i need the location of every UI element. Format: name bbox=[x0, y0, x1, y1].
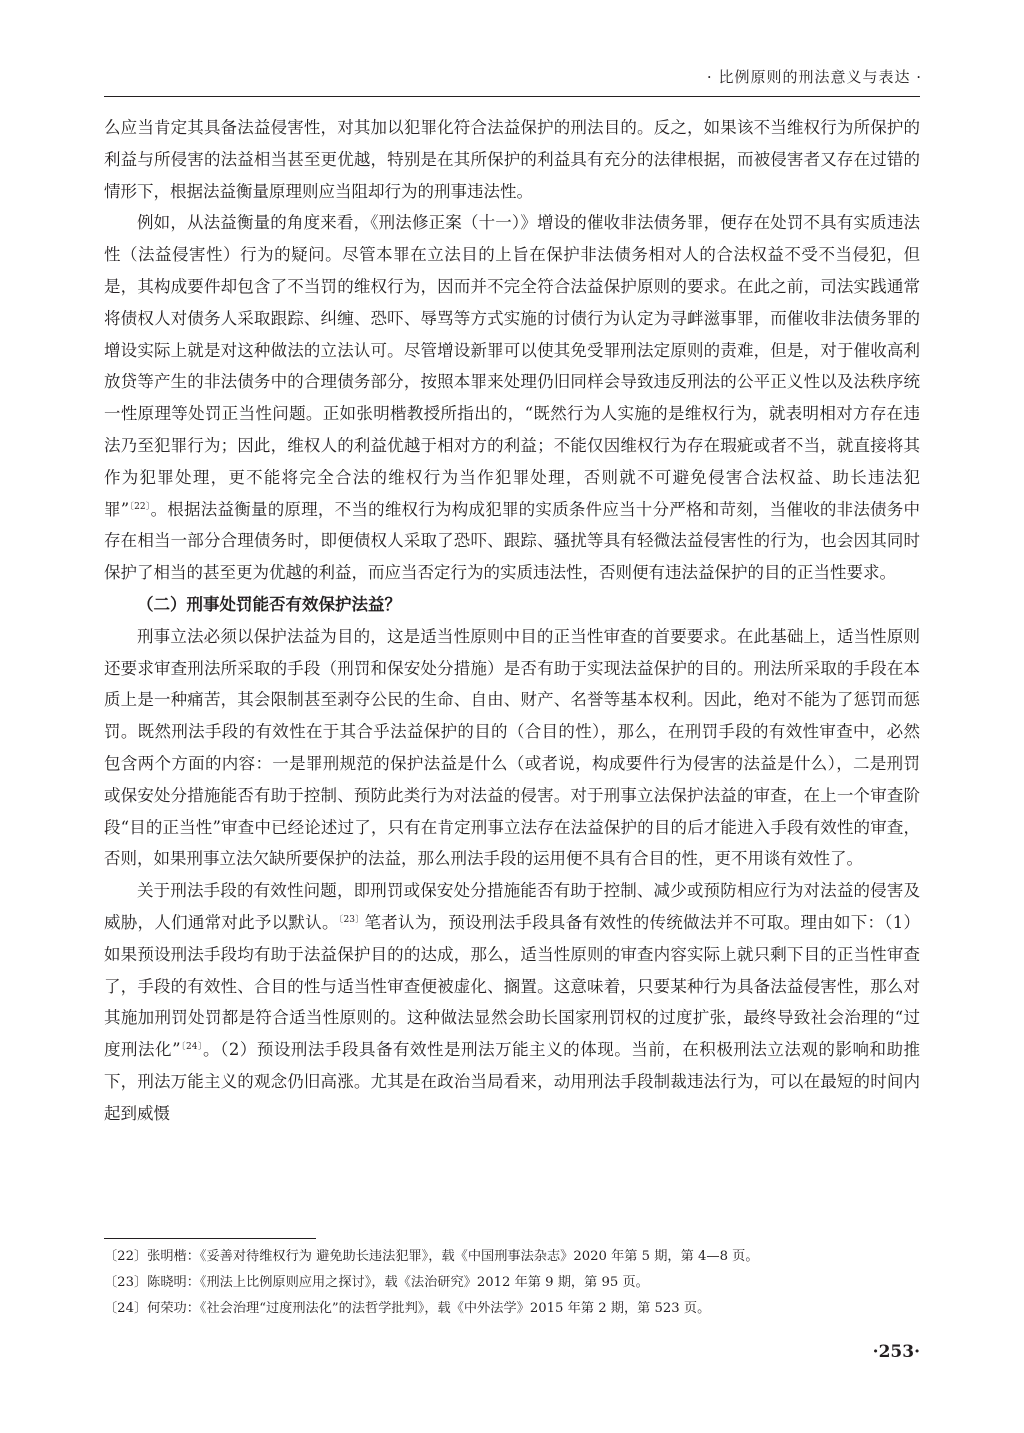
section-heading: （二）刑事处罚能否有效保护法益？ bbox=[137, 594, 401, 614]
footnote-22: 〔22〕张明楷：《妥善对待维权行为 避免助长违法犯罪》，载《中国刑事法杂志》2020 年第 5 期，第 4—8 页。 bbox=[104, 1249, 759, 1264]
paragraph-text: 例如，从法益衡量的角度来看，《刑法修正案（十一）》增设的催收非法债务罪，便存在处罚不具有实质违法性（法益侵害性）行为的疑问。尽管本罪在立法目的上旨在保护非法债务相对人的合法权益不受不当侵犯，但是，其构成要件却包含了不当罚的维权行为，因而并不完全符合法益保护原则的要求。在此之前，司法实践通常将债权人对债务人采取跟踪、纠缠、恐吓、辱骂等方式实施的讨债行为认定为寻衅滋事罪，而催收非法债务罪的增设实际上就是对这种做法的立法认可。尽管增设新罪可以使其免受罪刑法定原则的责难，但是，对于催收高利放贷等产生的非法债务中的合理债务部分，按照本罪来处理仍旧同样会导致违反刑法的公平正义性以及法秩序统一性原理等处罚正当性问题。正如张明楷教授所指出的，“既然行为人实施的是维权行为，就表明相对方存在违法乃至犯罪行为；因此，维权人的利益优越于相对方的利益；不能仅因维权行为存在瑕疵或者不当，就直接将其作为犯罪处理，更不能将完全合法的维权行为当作犯罪处理，否则就不可避免侵害合法权益、助长违法犯罪” bbox=[104, 213, 920, 519]
running-head: · 比例原则的刑法意义与表达 · bbox=[706, 68, 922, 86]
header-rule bbox=[104, 96, 920, 97]
paragraph-text: 。根据法益衡量的原理，不当的维权行为构成犯罪的实质条件应当十分严格和苛刻，当催收的非法债务中存在相当一部分合理债务时，即便债权人采取了恐吓、跟踪、骚扰等具有轻微法益侵害性的行为，也会因其同时保护了相当的甚至更为优越的利益，而应当否定行为的实质违法性，否则便有违法益保护的目的正当性要求。 bbox=[104, 499, 921, 583]
paragraph-text: 笔者认为，预设刑法手段具备有效性的传统做法并不可取。理由如下：（1）如果预设刑法手段均有助于法益保护目的的达成，那么，适当性原则的审查内容实际上就只剩下目的正当性审查了，手段的有效性、合目的性与适当性审查便被虚化、搁置。这意味着，只要某种行为具备法益侵害性，那么对其施加刑罚处罚都是符合适当性原则的。这种做法显然会助长国家刑罚权的过度扩张，最终导致社会治理的“过度刑法化” bbox=[104, 912, 921, 1060]
paragraph-effectiveness bbox=[104, 875, 920, 1129]
footnote-ref-22[interactable]: 〔22〕 bbox=[129, 501, 151, 512]
footnotes bbox=[104, 1244, 920, 1322]
paragraph-legislation: 刑事立法必须以保护法益为目的，这是适当性原则中目的正当性审查的首要要求。在此基础上，适当性原则还要求审查刑法所采取的手段（刑罚和保安处分措施）是否有助于实现法益保护的目的。刑法所采取的手段在本质上是一种痛苦，其会限制甚至剥夺公民的生命、自由、财产、名誉等基本权利。因此，绝对不能为了惩罚而惩罚。既然刑法手段的有效性在于其合乎法益保护的目的（合目的性），那么，在刑罚手段的有效性审查中，必然包含两个方面的内容：一是罪刑规范的保护法益是什么（或者说，构成要件行为侵害的法益是什么），二是刑罚或保安处分措施能否有助于控制、预防此类行为对法益的侵害。对于刑事立法保护法益的审查，在上一个审查阶段“目的正当性”审查中已经论述过了，只有在肯定刑事立法存在法益保护的目的后才能进入手段有效性的审查，否则，如果刑事立法欠缺所要保护的法益，那么刑法手段的运用便不具有合目的性，更不用谈有效性了。 bbox=[104, 626, 920, 869]
footnote-23: 〔23〕陈晓明：《刑法上比例原则应用之探讨》，载《法治研究》2012 年第 9 期，第 95 页。 bbox=[104, 1275, 649, 1290]
footnote-24: 〔24〕何荣功：《社会治理“过度刑法化”的法哲学批判》，载《中外法学》2015 年第 2 期，第 523 页。 bbox=[104, 1301, 711, 1316]
paragraph-text: 。（2）预设刑法手段具备有效性是刑法万能主义的体现。当前，在积极刑法立法观的影响和助推下，刑法万能主义的观念仍旧高涨。尤其是在政治当局看来，动用刑法手段制裁违法行为，可以在最短的时间内起到威慑 bbox=[104, 1040, 921, 1123]
paragraph-continued: 么应当肯定其具备法益侵害性，对其加以犯罪化符合法益保护的刑法目的。反之，如果该不当维权行为所保护的利益与所侵害的法益相当甚至更优越，特别是在其所保护的利益具有充分的法律根据，而被侵害者又存在过错的情形下，根据法益衡量原理则应当阻却行为的刑事违法性。 bbox=[104, 118, 920, 201]
page-number: ·253· bbox=[872, 1342, 920, 1362]
paragraph-text: 关于刑法手段的有效性问题，即刑罚或保安处分措施能否有助于控制、减少或预防相应行为对法益的侵害及威胁，人们通常对此予以默认。 bbox=[104, 881, 920, 932]
paragraph-example bbox=[104, 207, 920, 589]
footnote-rule bbox=[104, 1238, 316, 1239]
footnote-ref-23[interactable]: 〔23〕 bbox=[338, 914, 365, 925]
main-text bbox=[104, 112, 920, 1130]
footnote-ref-24[interactable]: 〔24〕 bbox=[180, 1042, 204, 1053]
